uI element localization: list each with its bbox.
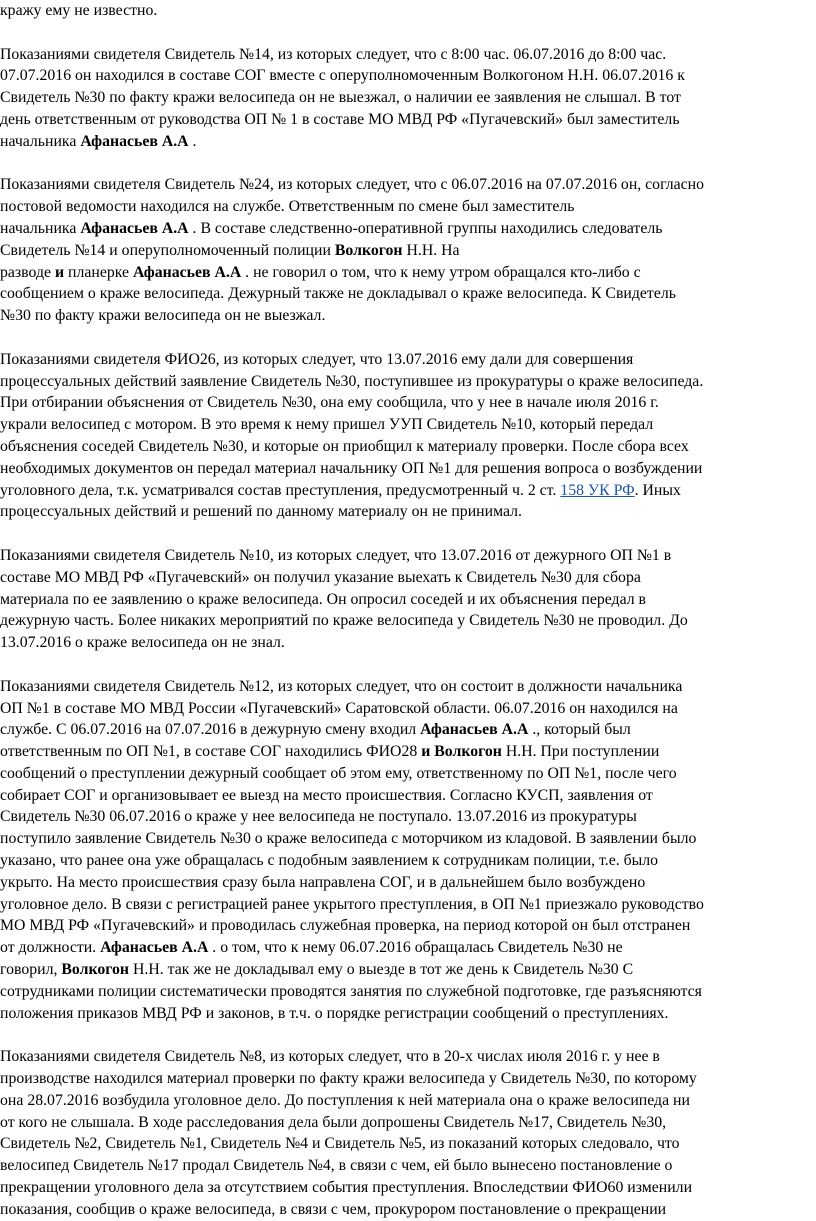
paragraph-gap bbox=[0, 22, 808, 44]
text-line bbox=[0, 763, 808, 785]
text-run: сообщений о преступлении дежурный сообщает об этом ему, ответственному по ОП №1, после чего bbox=[0, 764, 677, 782]
text-run: собирает СОГ и организовывает ее выезд на место происшествия. Согласно КУСП, заявления от bbox=[0, 786, 653, 804]
text-run: №30 по факту кражи велосипеда он не выезжал. bbox=[0, 307, 326, 325]
text-line bbox=[0, 589, 808, 611]
paragraph bbox=[0, 1046, 808, 1220]
text-line bbox=[0, 632, 808, 654]
text-run: Показаниями свидетеля Свидетель №12, из которых следует, что он состоит в должности начальника bbox=[0, 677, 683, 695]
bold-name: Афанасьев А.А bbox=[132, 263, 242, 281]
bold-name: Афанасьев А.А bbox=[80, 132, 189, 150]
law-article-link[interactable]: 158 УК РФ bbox=[560, 481, 635, 499]
text-run: Н.Н. так же не докладывал ему о выезде в тот же день к Свидетель №30 С bbox=[129, 961, 634, 979]
text-run: Показаниями свидетеля Свидетель №8, из которых следует, что в 20-х числах июля 2016 г. у нее в bbox=[0, 1048, 660, 1066]
text-line bbox=[0, 174, 808, 196]
text-run: положения приказов МВД РФ и законов, в т.ч. о порядке регистрации сообщений о преступлениях. bbox=[0, 1004, 669, 1022]
text-run: она 28.07.2016 возбудила уголовное дело. До поступления к ней материала она о краже велосипеда ни bbox=[0, 1091, 690, 1109]
text-run: При отбирании объяснения от Свидетель №30, она ему сообщила, что у нее в начале июля 2016 г. bbox=[0, 394, 659, 412]
text-line bbox=[0, 392, 808, 414]
text-line bbox=[0, 1155, 808, 1177]
text-run: . не говорил о том, что к нему утром обращался кто-либо с bbox=[241, 263, 641, 281]
bold-name: Афанасьев А.А bbox=[420, 721, 529, 739]
text-run: ОП №1 в составе МО МВД России «Пугачевский» Саратовской области. 06.07.2016 он находился на bbox=[0, 699, 678, 717]
text-line bbox=[0, 741, 808, 763]
paragraph bbox=[0, 174, 808, 327]
text-run: службе. С 06.07.2016 на 07.07.2016 в дежурную смену входил bbox=[0, 721, 421, 739]
text-run: показания, сообщив о краже велосипеда, в связи с чем, прокурором постановление о прекращении bbox=[0, 1200, 667, 1218]
text-run: Показаниями свидетеля ФИО26, из которых следует, что 13.07.2016 ему дали для совершения bbox=[0, 350, 634, 368]
text-run: . bbox=[188, 132, 197, 150]
text-line bbox=[0, 545, 808, 567]
text-line bbox=[0, 959, 808, 981]
text-run: . Иных bbox=[634, 481, 681, 499]
text-run: уголовного дела, т.к. усматривался состав преступления, предусмотренный ч. 2 ст. bbox=[0, 481, 561, 499]
text-run: Свидетель №30 06.07.2016 о краже у нее велосипеда не поступало. 13.07.2016 из прокуратуры bbox=[0, 808, 637, 826]
text-line bbox=[0, 1133, 808, 1155]
text-line bbox=[0, 283, 808, 305]
text-run: необходимых документов он передал материал начальнику ОП №1 для решения вопроса о возбуждении bbox=[0, 459, 703, 477]
text-run: прекращении уголовного дела за отсутствием события преступления. Впоследствии ФИО60 изменили bbox=[0, 1179, 693, 1197]
text-run: процессуальных действий заявление Свидетель №30, поступившее из прокуратуры о краже велосипеда. bbox=[0, 372, 704, 390]
text-line bbox=[0, 719, 808, 741]
text-run: 07.07.2016 он находился в составе СОГ вместе с оперуполномоченным Волкогоном Н.Н. 06.07.2016 к bbox=[0, 67, 685, 85]
text-run: Показаниями свидетеля Свидетель №10, из которых следует, что 13.07.2016 от дежурного ОП №1 в bbox=[0, 546, 672, 564]
text-line bbox=[0, 414, 808, 436]
text-line bbox=[0, 131, 808, 153]
paragraph bbox=[0, 0, 808, 22]
text-line bbox=[0, 567, 808, 589]
text-line bbox=[0, 305, 808, 327]
text-run: Свидетель №2, Свидетель №1, Свидетель №4 и Свидетель №5, из показаний которых следовало, что bbox=[0, 1135, 680, 1153]
text-line bbox=[0, 828, 808, 850]
paragraph-gap bbox=[0, 654, 808, 676]
text-run: сотрудниками полиции систематически проводятся занятия по служебной подготовке, где разъясняются bbox=[0, 982, 702, 1000]
text-line bbox=[0, 196, 808, 218]
text-line bbox=[0, 1046, 808, 1068]
text-run: Н.Н. При поступлении bbox=[501, 743, 660, 761]
text-run: процессуальных действий и решений по данному материалу он не принимал. bbox=[0, 503, 522, 521]
text-line bbox=[0, 872, 808, 894]
text-run: производстве находился материал проверки по факту кражи велосипеда у Свидетель №30, по которому bbox=[0, 1070, 697, 1088]
paragraph-gap bbox=[0, 153, 808, 175]
text-line bbox=[0, 937, 808, 959]
text-run: ответственным по ОП №1, в составе СОГ находились ФИО28 bbox=[0, 743, 422, 761]
paragraph-gap bbox=[0, 1024, 808, 1046]
text-run: велосипед Свидетель №17 продал Свидетель №4, в связи с чем, ей было вынесено постановление о bbox=[0, 1157, 673, 1175]
text-run: украли велосипед с мотором. В это время к нему пришел УУП Свидетель №10, который передал bbox=[0, 416, 654, 434]
text-line bbox=[0, 371, 808, 393]
text-line bbox=[0, 806, 808, 828]
text-line bbox=[0, 1090, 808, 1112]
text-line bbox=[0, 785, 808, 807]
text-line bbox=[0, 262, 808, 284]
text-line bbox=[0, 218, 808, 240]
text-run: начальника bbox=[0, 219, 81, 237]
text-run: указано, что ранее она уже обращалась с подобным заявлением к сотрудникам полиции, т.е. было bbox=[0, 852, 659, 870]
text-run: укрыто. На место происшествия сразу была направлена СОГ, и в дальнейшем было возбуждено bbox=[0, 873, 646, 891]
bold-name: и Волкогон bbox=[421, 743, 502, 761]
text-run: постовой ведомости находился на службе. Ответственным по смене был заместитель bbox=[0, 198, 575, 216]
text-line bbox=[0, 850, 808, 872]
bold-name: и bbox=[54, 263, 65, 281]
text-run: Свидетель №14 и оперуполномоченный полиции bbox=[0, 241, 335, 259]
text-run: Показаниями свидетеля Свидетель №24, из которых следует, что с 06.07.2016 на 07.07.2016 он, согласно bbox=[0, 176, 705, 194]
text-line bbox=[0, 436, 808, 458]
text-run: Показаниями свидетеля Свидетель №14, из которых следует, что с 8:00 час. 06.07.2016 до 8:00 час. bbox=[0, 45, 667, 63]
text-line bbox=[0, 915, 808, 937]
text-run: ., который был bbox=[528, 721, 631, 739]
text-run: уголовное дело. В связи с регистрацией ранее укрытого преступления, в ОП №1 приезжало руководство bbox=[0, 895, 704, 913]
text-run: кражу ему не известно. bbox=[0, 2, 158, 19]
paragraph-gap bbox=[0, 327, 808, 349]
text-line bbox=[0, 981, 808, 1003]
text-line bbox=[0, 349, 808, 371]
text-line bbox=[0, 0, 808, 22]
paragraph bbox=[0, 545, 808, 654]
bold-name: Афанасьев А.А bbox=[80, 219, 189, 237]
text-run: поступило заявление Свидетель №30 о краже велосипеда с моторчиком из кладовой. В заявлении было bbox=[0, 830, 697, 848]
paragraph bbox=[0, 676, 808, 1025]
text-run: . В составе следственно-оперативной группы находились следователь bbox=[188, 219, 663, 237]
text-run: от кого не слышала. В ходе расследования дела были допрошены Свидетель №17, Свидетель №30, bbox=[0, 1113, 667, 1131]
text-run: разводе bbox=[0, 263, 55, 281]
text-line bbox=[0, 240, 808, 262]
text-line bbox=[0, 458, 808, 480]
text-run: составе МО МВД РФ «Пугачевский» он получил указание выехать к Свидетель №30 для сбора bbox=[0, 568, 641, 586]
paragraph-gap bbox=[0, 523, 808, 545]
text-line bbox=[0, 1068, 808, 1090]
text-run: от должности. bbox=[0, 939, 101, 957]
text-run: Н.Н. На bbox=[402, 241, 460, 259]
text-line bbox=[0, 676, 808, 698]
text-run: начальника bbox=[0, 132, 81, 150]
text-line bbox=[0, 1199, 808, 1221]
text-run: день ответственным от руководства ОП № 1 в составе МО МВД РФ «Пугачевский» был заместитель bbox=[0, 110, 680, 128]
bold-name: Волкогон bbox=[61, 961, 130, 979]
text-line bbox=[0, 1112, 808, 1134]
text-run: планерке bbox=[64, 263, 133, 281]
text-line bbox=[0, 610, 808, 632]
paragraph bbox=[0, 44, 808, 153]
text-line bbox=[0, 1003, 808, 1025]
text-run: Свидетель №30 по факту кражи велосипеда он не выезжал, о наличии ее заявления не слышал. В тот bbox=[0, 89, 681, 107]
bold-name: Волкогон bbox=[334, 241, 403, 259]
text-run: МО МВД РФ «Пугачевский» и проводилась служебная проверка, на период которой он был отстранен bbox=[0, 917, 691, 935]
text-run: . о том, что к нему 06.07.2016 обращалась Свидетель №30 не bbox=[208, 939, 623, 957]
text-run: говорил, bbox=[0, 961, 62, 979]
text-line bbox=[0, 480, 808, 502]
text-line bbox=[0, 109, 808, 131]
text-line bbox=[0, 894, 808, 916]
text-line bbox=[0, 87, 808, 109]
bold-name: Афанасьев А.А bbox=[100, 939, 209, 957]
paragraph bbox=[0, 349, 808, 523]
text-line bbox=[0, 698, 808, 720]
text-run: сообщением о краже велосипеда. Дежурный также не докладывал о краже велосипеда. К Свидетель bbox=[0, 285, 676, 303]
text-line bbox=[0, 501, 808, 523]
text-run: материала по ее заявлению о краже велосипеда. Он опросил соседей и их объяснения передал в bbox=[0, 590, 647, 608]
text-line bbox=[0, 1177, 808, 1199]
text-line bbox=[0, 65, 808, 87]
text-run: объяснения соседей Свидетель №30, и которые он приобщил к материалу проверки. После сбора всех bbox=[0, 437, 689, 455]
text-run: дежурную часть. Более никаких мероприятий по краже велосипеда у Свидетель №30 не проводил. До bbox=[0, 612, 688, 630]
text-run: 13.07.2016 о краже велосипеда он не знал. bbox=[0, 634, 285, 652]
text-line bbox=[0, 44, 808, 66]
